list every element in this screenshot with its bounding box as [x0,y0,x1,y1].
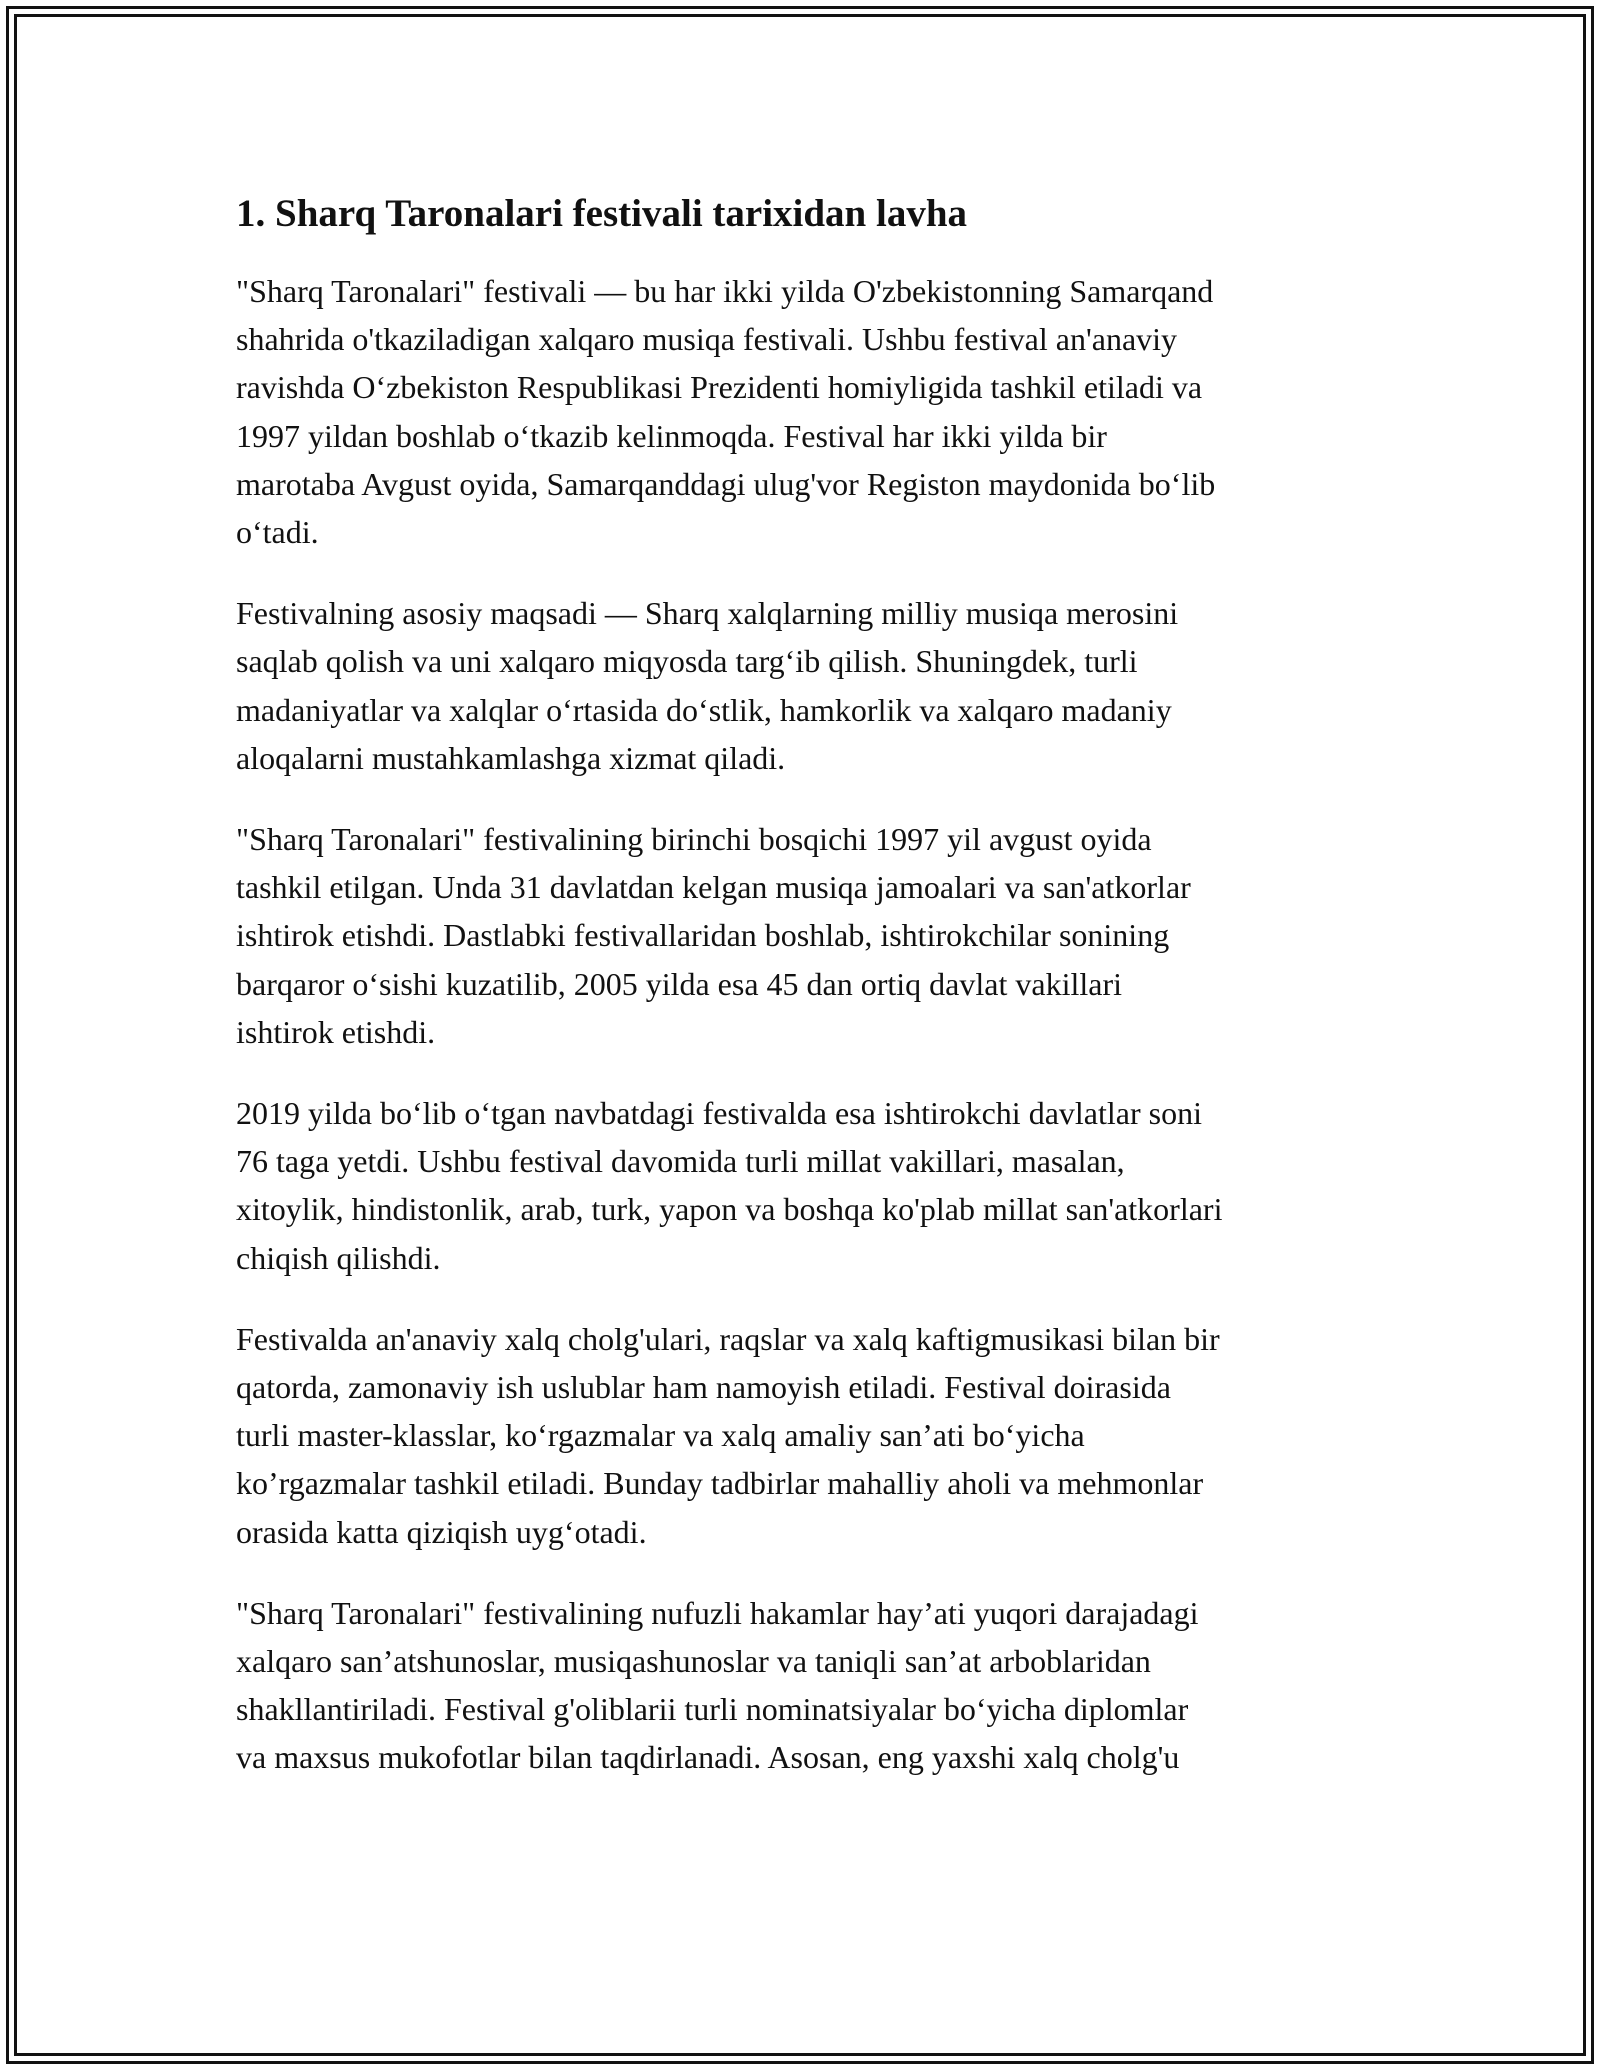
paragraph-line: saqlab qolish va uni xalqaro miqyosda targ‘ib qilish. Shuningdek, turli [236,643,1138,680]
paragraph-3 [236,815,1386,1056]
paragraph-line: barqaror o‘sishi kuzatilib, 2005 yilda esa 45 dan ortiq davlat vakillari [236,965,1122,1002]
document-body [236,186,1386,1782]
paragraph-line: ravishda O‘zbekiston Respublikasi Prezidenti homiyligida tashkil etiladi va [236,369,1203,406]
paragraph-line: xalqaro san’atshunoslar, musiqashunoslar va taniqli san’at arboblaridan [236,1643,1151,1680]
section-heading: 1. Sharq Taronalari festivali tarixidan lavha [236,192,968,235]
paragraph-line: 2019 yilda bo‘lib o‘tgan navbatdagi festivalda esa ishtirokchi davlatlar soni [236,1095,1202,1132]
paragraph-line: xitoylik, hindistonlik, arab, turk, yapon va boshqa ko'plab millat san'atkorlari [236,1191,1223,1228]
paragraph-line: ishtirok etishdi. [236,1013,436,1050]
paragraph-line: o‘tadi. [236,514,319,551]
paragraph-6 [236,1589,1386,1782]
paragraph-line: va maxsus mukofotlar bilan taqdirlanadi. Asosan, eng yaxshi xalq cholg'u [236,1739,1180,1776]
paragraph-line: Festivalning asosiy maqsadi — Sharq xalqlarning milliy musiqa merosini [236,595,1179,632]
paragraph-5 [236,1315,1386,1556]
paragraph-line: marotaba Avgust oyida, Samarqanddagi ulug'vor Registon maydonida bo‘lib [236,465,1216,502]
paragraph-2 [236,589,1386,782]
paragraph-1 [236,267,1386,556]
paragraph-line: 1997 yildan boshlab o‘tkazib kelinmoqda. Festival har ikki yilda bir [236,417,1107,454]
paragraph-line: ko’rgazmalar tashkil etiladi. Bunday tadbirlar mahalliy aholi va mehmonlar [236,1465,1204,1502]
paragraph-line: aloqalarni mustahkamlashga xizmat qiladi. [236,739,786,776]
paragraph-line: "Sharq Taronalari" festivalining nufuzli hakamlar hay’ati yuqori darajadagi [236,1594,1199,1631]
paragraph-line: turli master-klasslar, ko‘rgazmalar va xalq amaliy san’ati bo‘yicha [236,1417,1085,1454]
paragraph-line: "Sharq Taronalari" festivali — bu har ikki yilda O'zbekistonning Samarqand [236,273,1214,309]
paragraph-line: 76 taga yetdi. Ushbu festival davomida turli millat vakillari, masalan, [236,1143,1125,1180]
paragraph-line: shahrida o'tkaziladigan xalqaro musiqa festivali. Ushbu festival an'anaviy [236,321,1178,358]
paragraph-line: shakllantiriladi. Festival g'oliblarii turli nominatsiyalar bo‘yicha diplomlar [236,1691,1189,1728]
paragraph-line: "Sharq Taronalari" festivalining birinchi bosqichi 1997 yil avgust oyida [236,821,1152,858]
paragraph-line: madaniyatlar va xalqlar o‘rtasida do‘stlik, hamkorlik va xalqaro madaniy [236,691,1172,728]
paragraph-4 [236,1089,1386,1282]
paragraph-line: orasida katta qiziqish uyg‘otadi. [236,1513,647,1550]
paragraph-line: tashkil etilgan. Unda 31 davlatdan kelgan musiqa jamoalari va san'atkorlar [236,869,1191,906]
paragraph-line: ishtirok etishdi. Dastlabki festivallaridan boshlab, ishtirokchilar sonining [236,917,1170,954]
paragraph-line: Festivalda an'anaviy xalq cholg'ulari, raqslar va xalq kaftigmusikasi bilan bir [236,1320,1220,1357]
paragraph-line: chiqish qilishdi. [236,1239,441,1276]
paragraph-line: qatorda, zamonaviy ish uslublar ham namoyish etiladi. Festival doirasida [236,1369,1171,1406]
